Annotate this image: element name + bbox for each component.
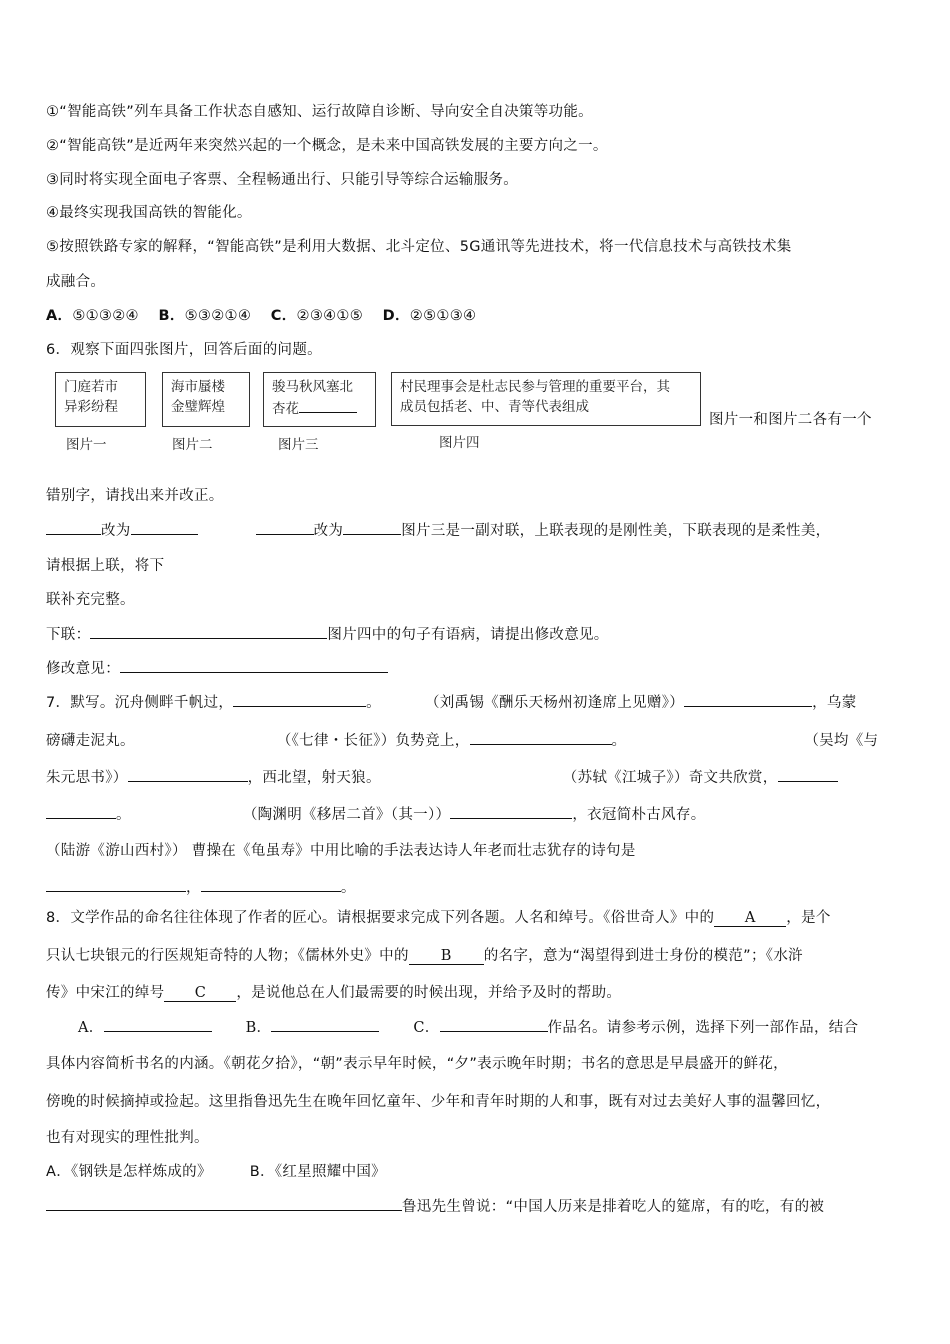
q8-answer-b-input[interactable] [271, 1016, 379, 1032]
q7-line-2: 磅礴走泥丸。 （《七律・长征》）负势竞上， 。 （吴均《与 [46, 729, 878, 751]
q7-blank-5-cont[interactable] [46, 803, 116, 819]
q6-correction-line: 改为 改为 图片三是一副对联，上联表现的是刚性美，下联表现的是柔性美， [46, 519, 830, 541]
q8-blank-b[interactable]: B [409, 948, 484, 965]
picture-4-caption: 图片四 [439, 435, 480, 450]
q8-option-a[interactable]: A．《钢铁是怎样炼成的》 [46, 1164, 212, 1180]
picture-3-box: 骏马秋风塞北 杏花 [263, 372, 376, 427]
option-4-text: ④最终实现我国高铁的智能化。 [46, 205, 252, 221]
q7-blank-2[interactable] [684, 691, 812, 707]
option-5-text: ⑤按照铁路专家的解释，“智能高铁”是利用大数据、北斗定位、5G通讯等先进技术，将一代信息技术与高铁技术集 [46, 239, 792, 255]
correct-char-1-input[interactable] [131, 519, 198, 535]
q8-line-1: 8．文学作品的命名往往体现了作者的匠心。请根据要求完成下列各题。人名和绰号。《俗世奇人》中的 A ，是个 [46, 910, 831, 926]
q8-line-9: 鲁迅先生曾说：“中国人历来是排着吃人的筵席，有的吃，有的被 [46, 1195, 824, 1217]
q8-answer-c-input[interactable] [440, 1016, 548, 1032]
edit-suggestion-input[interactable] [120, 657, 388, 673]
q8-answer-a-input[interactable] [104, 1016, 212, 1032]
picture-3-caption: 图片三 [278, 437, 319, 452]
choice-d[interactable]: D．②⑤①③④ [382, 308, 477, 324]
picture-4-box: 村民理事会是杜志民参与管理的重要平台，其 成员包括老、中、青等代表组成 [391, 372, 701, 426]
choice-c[interactable]: C．②③④①⑤ [270, 308, 364, 324]
q8-analysis-input[interactable] [46, 1195, 402, 1211]
q8-option-b[interactable]: B．《红星照耀中国》 [249, 1164, 386, 1180]
q8-line-7: 也有对现实的理性批判。 [46, 1130, 209, 1146]
q6-prompt-right: 图片一和图片二各有一个 [709, 412, 872, 428]
q7-blank-1[interactable] [233, 691, 366, 707]
q7-line-1: 7．默写。沉舟侧畔千帆过， 。 （刘禹锡《酬乐天杨州初逢席上见赠》） ，乌蒙 [46, 691, 857, 713]
option-1-text: ①“智能高铁”列车具备工作状态自感知、运行故障自诊断、导向安全自决策等功能。 [46, 104, 593, 120]
q8-line-6: 傍晚的时候摘掉或捡起。这里指鲁迅先生在晚年回忆童年、少年和青年时期的人和事，既有对过去美好人事的温馨回忆， [46, 1094, 831, 1110]
q6-prompt-cont: 错别字，请找出来并改正。 [46, 488, 224, 504]
q8-line-4: A． B． C． 作品名。请参考示例，选择下列一部作品，结合 [78, 1016, 858, 1038]
q7-line-3: 朱元思书》） ，西北望，射天狼。 （苏轼《江城子》）奇文共欣赏， [46, 766, 838, 788]
picture-2-box: 海市蜃楼 金璧辉煌 [162, 372, 250, 427]
choice-b[interactable]: B．⑤③②①④ [158, 308, 252, 324]
q6-xialian-line: 下联： 图片四中的句子有语病，请提出修改意见。 [46, 623, 609, 645]
q8-blank-c[interactable]: C [164, 985, 236, 1002]
q8-line-5: 具体内容简析书名的内涵。《朝花夕拾》，“朝”表示早年时候，“夕”表示晚年时期；书名的意思是早晨盛开的鲜花， [46, 1056, 788, 1072]
correct-char-2-input[interactable] [343, 519, 401, 535]
q7-blank-6[interactable] [450, 803, 572, 819]
q7-line-6: ， 。 [46, 876, 356, 898]
wrong-char-1-input[interactable] [46, 519, 101, 535]
question-6-title: 6．观察下面四张图片，回答后面的问题。 [46, 342, 322, 358]
q6-pic3-prompt-3: 联补充完整。 [46, 592, 135, 608]
option-3-text: ③同时将实现全面电子客票、全程畅通出行、只能引导等综合运输服务。 [46, 172, 519, 188]
picture-1-caption: 图片一 [66, 437, 107, 452]
picture-2-caption: 图片二 [172, 437, 213, 452]
option-5-text-cont: 成融合。 [46, 274, 106, 290]
q7-blank-4[interactable] [128, 766, 248, 782]
q7-blank-7[interactable] [46, 876, 186, 892]
xialian-input[interactable] [90, 623, 327, 639]
q8-options [46, 1162, 386, 1182]
q7-line-5: （陆游《游山西村》） 曹操在《龟虽寿》中用比喻的手法表达诗人年老而壮志犹存的诗句是 [46, 843, 636, 859]
q6-edit-line: 修改意见： [46, 657, 388, 679]
picture-1-box: 门庭若市 异彩纷程 [55, 372, 146, 427]
q8-blank-a[interactable]: A [714, 910, 786, 927]
answer-choices [46, 306, 476, 326]
wrong-char-2-input[interactable] [256, 519, 314, 535]
q7-line-4: 。 （陶渊明《移居二首》（其一）） ，衣冠简朴古风存。 [46, 803, 706, 825]
q7-blank-3[interactable] [470, 729, 612, 745]
choice-a[interactable]: A．⑤①③②④ [46, 308, 139, 324]
q7-blank-8[interactable] [201, 876, 341, 892]
q8-line-3: 传》中宋江的绰号 C ，是说他总在人们最需要的时候出现，并给予及时的帮助。 [46, 985, 622, 1001]
q7-blank-5[interactable] [778, 766, 838, 782]
q6-pic3-prompt-2: 请根据上联，将下 [46, 558, 165, 574]
q8-line-2: 只认七块银元的行医规矩奇特的人物；《儒林外史》中的 B 的名字，意为“渴望得到进士身份的模范”；《水浒 [46, 948, 803, 964]
picture-3-blank [299, 397, 357, 413]
option-2-text: ②“智能高铁”是近两年来突然兴起的一个概念，是未来中国高铁发展的主要方向之一。 [46, 138, 608, 154]
